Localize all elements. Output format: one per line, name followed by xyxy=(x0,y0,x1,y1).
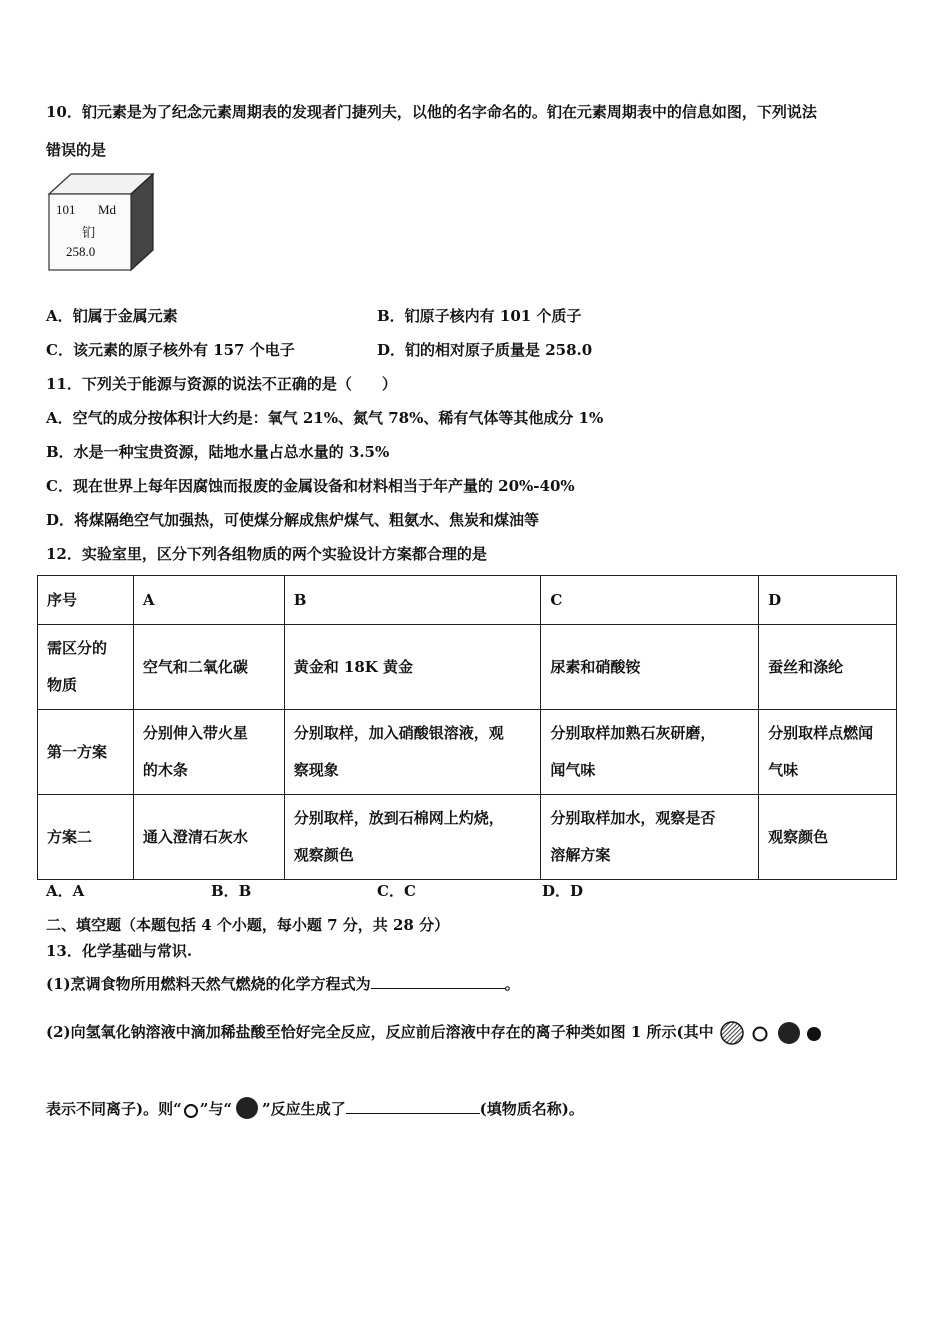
small-dark-ion-icon xyxy=(807,1027,821,1041)
hatched-ion-icon xyxy=(721,1022,743,1044)
table-cell xyxy=(541,625,759,710)
cell-line: 的木条 xyxy=(142,761,188,779)
element-mass: 258.0 xyxy=(66,244,96,259)
table-cell xyxy=(133,710,284,795)
table-row-label xyxy=(38,625,134,710)
q13-part2-line2-c: ”反应生成了 xyxy=(262,1100,346,1118)
q12-stem: 12．实验室里，区分下列各组物质的两个实验设计方案都合理的是 xyxy=(46,545,487,563)
table-cell xyxy=(541,795,759,880)
cell-line: 分别取样，加入硝酸银溶液，观 xyxy=(293,724,504,742)
q12-table xyxy=(37,575,897,880)
q11-option-d[interactable]: D．将煤隔绝空气加强热，可使煤分解成焦炉煤气、粗氨水、焦炭和煤油等 xyxy=(46,511,540,529)
cell-line: 溶解方案 xyxy=(550,846,611,864)
cell-line: 分别取样加水，观察是否 xyxy=(550,809,716,827)
table-row-label xyxy=(38,795,134,880)
cell-line: 尿素和硝酸铵 xyxy=(550,657,641,676)
q13-part1-end: 。 xyxy=(504,975,520,993)
cell-line: 观察颜色 xyxy=(293,846,354,864)
q10-option-c[interactable]: C．该元素的原子核外有 157 个电子 xyxy=(46,341,295,359)
q10-option-a[interactable]: A．钔属于金属元素 xyxy=(46,307,178,325)
hollow-ion-icon xyxy=(753,1028,766,1041)
table-cell xyxy=(133,795,284,880)
table-cell xyxy=(284,710,541,795)
table-header-cell: B xyxy=(284,576,541,625)
q10-option-b[interactable]: B．钔原子核内有 101 个质子 xyxy=(377,307,582,325)
ion-legend-icons xyxy=(719,1020,823,1046)
hollow-ion-icon xyxy=(182,1101,200,1119)
element-atomic-number: 101 xyxy=(56,202,76,217)
cell-line: 观察颜色 xyxy=(768,827,829,846)
table-header-row xyxy=(38,576,897,625)
large-dark-ion-icon xyxy=(778,1022,800,1044)
element-symbol: Md xyxy=(98,202,117,217)
table-cell xyxy=(759,795,897,880)
q13-part1 xyxy=(46,974,520,994)
element-name: 钔 xyxy=(82,226,96,241)
q12-option-a[interactable]: A．A xyxy=(46,882,85,900)
cell-line: 第一方案 xyxy=(47,742,108,761)
q12-option-c[interactable]: C．C xyxy=(377,882,416,900)
table-header-cell: C xyxy=(541,576,759,625)
element-cube-icon xyxy=(46,172,156,272)
q10-option-d[interactable]: D．钔的相对原子质量是 258.0 xyxy=(377,341,593,359)
table-header-cell: A xyxy=(133,576,284,625)
table-header-cell: 序号 xyxy=(38,576,134,625)
q10-stem-line2: 错误的是 xyxy=(46,141,107,159)
q13-part2-line2-d: (填物质名称)。 xyxy=(479,1100,584,1118)
q11-option-c[interactable]: C．现在世界上每年因腐蚀而报废的金属设备和材料相当于年产量的 20%-40% xyxy=(46,477,575,495)
table-cell xyxy=(133,625,284,710)
cell-line: 物质 xyxy=(47,676,78,694)
cell-line: 分别取样，放到石棉网上灼烧， xyxy=(293,809,504,827)
table-cell xyxy=(541,710,759,795)
table-row xyxy=(38,710,897,795)
cell-line: 分别伸入带火星 xyxy=(142,724,248,742)
q11-option-b[interactable]: B．水是一种宝贵资源，陆地水量占总水量的 3.5% xyxy=(46,443,390,461)
q13-part2-line2-b: ”与“ xyxy=(199,1100,232,1118)
cell-line: 闻气味 xyxy=(550,761,596,779)
table-row xyxy=(38,625,897,710)
cell-line: 方案二 xyxy=(47,827,93,846)
q13-part2-line2 xyxy=(46,1097,584,1123)
table-cell xyxy=(284,795,541,880)
element-card-figure xyxy=(46,172,156,272)
large-dark-ion-icon xyxy=(232,1097,262,1123)
q11-stem: 11．下列关于能源与资源的说法不正确的是（ ） xyxy=(46,375,397,393)
q13-stem: 13．化学基础与常识. xyxy=(46,942,193,960)
cell-line: 通入澄清石灰水 xyxy=(142,827,248,846)
table-cell xyxy=(759,625,897,710)
cell-line: 空气和二氧化碳 xyxy=(142,657,248,676)
q13-answer-blank-1[interactable] xyxy=(371,974,505,989)
cell-line: 需区分的 xyxy=(47,639,108,657)
q13-answer-blank-2[interactable] xyxy=(346,1099,480,1114)
q13-part2-text: (2)向氢氧化钠溶液中滴加稀盐酸至恰好完全反应，反应前后溶液中存在的离子种类如图 1 所示(其中 xyxy=(46,1023,714,1041)
table-cell xyxy=(284,625,541,710)
table-header-cell: D xyxy=(759,576,897,625)
q13-part2-line2-a: 表示不同离子)。则“ xyxy=(46,1100,182,1118)
section-2-title: 二、填空题（本题包括 4 个小题，每小题 7 分，共 28 分） xyxy=(46,916,450,934)
table-row xyxy=(38,795,897,880)
cell-line: 蚕丝和涤纶 xyxy=(768,657,844,676)
q10-stem-line1: 10．钔元素是为了纪念元素周期表的发现者门捷列夫，以他的名字命名的。钔在元素周期表中的信息如图，下列说法 xyxy=(46,103,817,121)
cell-line: 黄金和 18K 黄金 xyxy=(293,657,414,676)
cell-line: 气味 xyxy=(768,761,799,779)
q12-option-d[interactable]: D．D xyxy=(542,882,584,900)
table-row-label xyxy=(38,710,134,795)
q11-option-a[interactable]: A．空气的成分按体积计大约是：氧气 21%、氮气 78%、稀有气体等其他成分 1% xyxy=(46,409,604,427)
q13-part1-text: (1)烹调食物所用燃料天然气燃烧的化学方程式为 xyxy=(46,975,371,993)
cell-line: 分别取样加熟石灰研磨， xyxy=(550,724,716,742)
table-cell xyxy=(759,710,897,795)
q12-option-b[interactable]: B．B xyxy=(211,882,252,900)
cell-line: 察现象 xyxy=(293,761,339,779)
cell-line: 分别取样点燃闻 xyxy=(768,724,874,742)
q13-part2-line1 xyxy=(46,1020,823,1046)
